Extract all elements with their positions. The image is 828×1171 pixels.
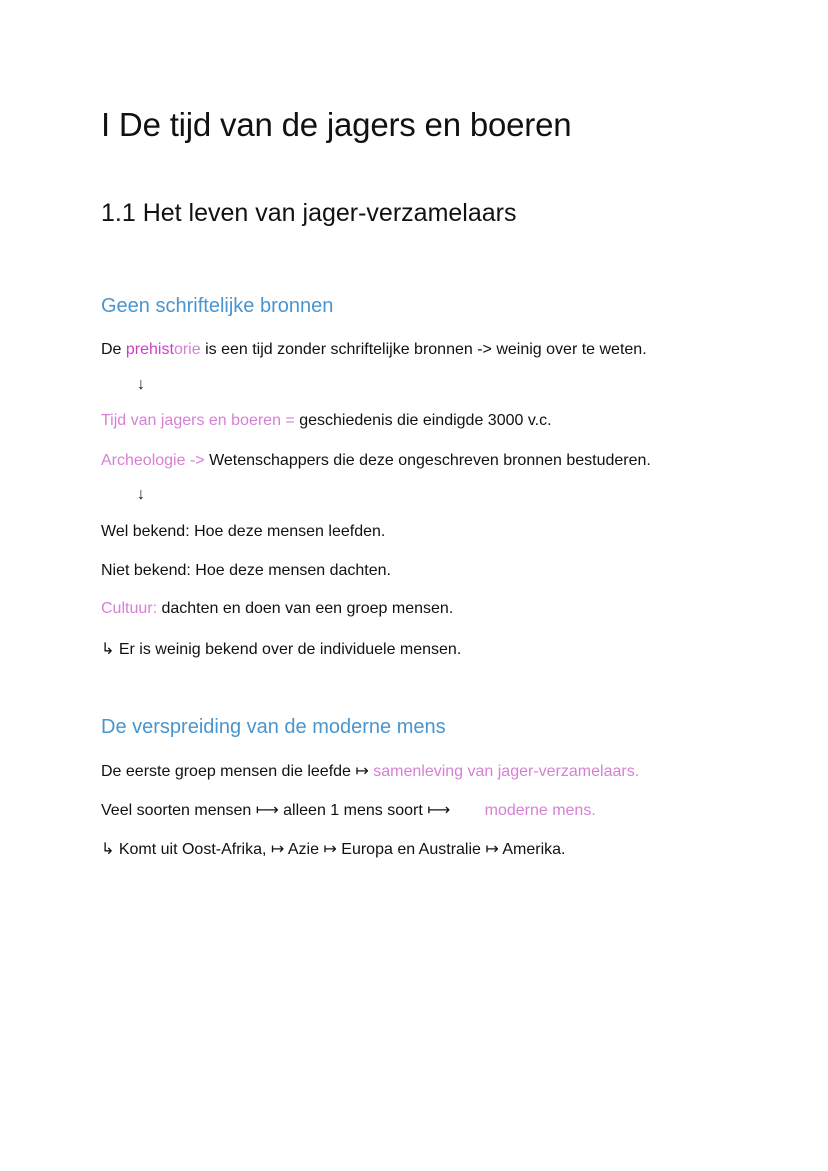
line-individuele-mensen: ↳ Er is weinig bekend over de individuele mensen. xyxy=(101,641,462,658)
line-niet-bekend: Niet bekend: Hoe deze mensen dachten. xyxy=(101,562,391,579)
term-cultuur: Cultuur: xyxy=(101,600,158,617)
line-oost-afrika: ↳ Komt uit Oost-Afrika, ↦ Azie ↦ Europa en Australie ↦ Amerika. xyxy=(101,841,566,858)
line-tijd-van-jagers xyxy=(101,412,552,430)
term-prehistorie-part2: orie xyxy=(173,341,201,358)
section-heading: 1.1 Het leven van jager-verzamelaars xyxy=(101,199,517,227)
line-eerste-groep xyxy=(101,761,639,781)
text-fragment: De eerste groep mensen die leefde ↦ xyxy=(101,763,374,780)
term-tijd-van-jagers: Tijd van jagers en boeren xyxy=(101,412,281,429)
text-fragment: geschiedenis die eindigde 3000 v.c. xyxy=(299,412,552,429)
line-prehistorie xyxy=(101,341,647,359)
subheading-verspreiding: De verspreiding van de moderne mens xyxy=(101,716,446,738)
term-samenleving: samenleving van jager-verzamelaars. xyxy=(373,763,640,780)
line-cultuur xyxy=(101,600,453,618)
text-fragment: dachten en doen van een groep mensen. xyxy=(157,600,454,617)
down-arrow-icon: ↓ xyxy=(137,486,145,503)
term-prehistorie-part1: prehist xyxy=(125,341,174,358)
text-fragment: is een tijd zonder schriftelijke bronnen -> weinig over te weten. xyxy=(200,341,647,358)
term-archeologie: Archeologie -> xyxy=(101,452,205,469)
equals-sign: = xyxy=(280,412,300,429)
subheading-sources: Geen schriftelijke bronnen xyxy=(101,295,334,317)
down-arrow-icon: ↓ xyxy=(137,376,145,393)
text-fragment: Veel soorten mensen ⟼ alleen 1 mens soort ⟼ xyxy=(101,802,455,819)
line-wel-bekend: Wel bekend: Hoe deze mensen leefden. xyxy=(101,523,386,540)
page-title: I De tijd van de jagers en boeren xyxy=(101,106,572,143)
text-fragment: Wetenschappers die deze ongeschreven bronnen bestuderen. xyxy=(204,452,651,469)
line-soorten-mensen xyxy=(101,800,596,820)
text-fragment: De xyxy=(101,341,126,358)
term-moderne-mens: moderne mens. xyxy=(484,802,596,819)
line-archeologie xyxy=(101,452,651,470)
